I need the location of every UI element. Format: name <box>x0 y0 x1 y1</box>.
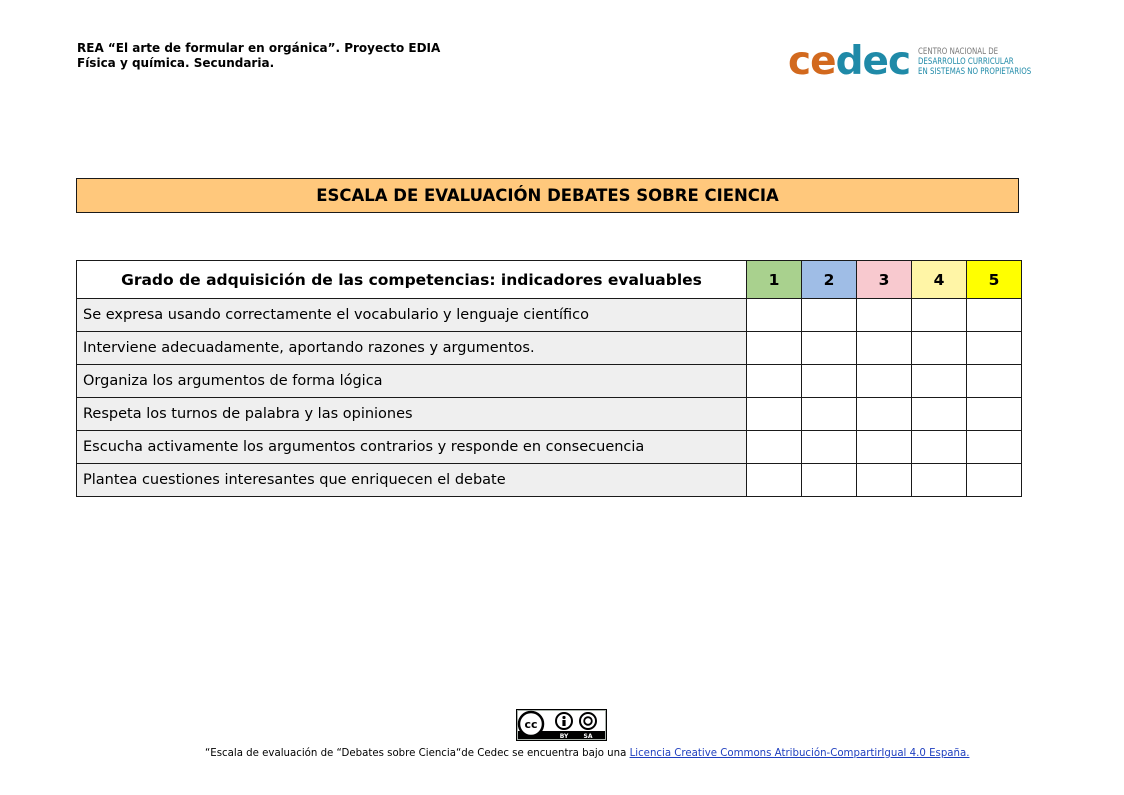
cedec-logo-subtitle: CENTRO NACIONAL DE DESARROLLO CURRICULAR EN SISTEMAS NO PROPIETARIOS <box>918 47 1032 77</box>
scale-header-4: 4 <box>912 261 967 299</box>
svg-text:cc: cc <box>524 718 538 731</box>
scale-header-3: 3 <box>857 261 912 299</box>
scale-header-2: 2 <box>802 261 857 299</box>
score-cell-5[interactable] <box>967 398 1022 431</box>
table-row <box>77 464 1022 497</box>
cc-by-sa-badge-icon[interactable] <box>516 709 607 741</box>
score-cell-4[interactable] <box>912 431 967 464</box>
indicator-text: Plantea cuestiones interesantes que enriquecen el debate <box>77 464 747 497</box>
table-row <box>77 365 1022 398</box>
score-cell-2[interactable] <box>802 431 857 464</box>
scale-header-1: 1 <box>747 261 802 299</box>
by-label: BY <box>559 733 569 740</box>
score-cell-5[interactable] <box>967 332 1022 365</box>
score-cell-2[interactable] <box>802 299 857 332</box>
table-header-row <box>77 261 1022 299</box>
score-cell-4[interactable] <box>912 299 967 332</box>
page-title: ESCALA DE EVALUACIÓN DEBATES SOBRE CIENCIA <box>76 178 1019 213</box>
cedec-logo-word: cedec <box>788 39 911 84</box>
score-cell-1[interactable] <box>747 332 802 365</box>
score-cell-1[interactable] <box>747 464 802 497</box>
table-row <box>77 398 1022 431</box>
score-cell-1[interactable] <box>747 299 802 332</box>
score-cell-3[interactable] <box>857 332 912 365</box>
evaluation-table <box>76 260 1022 497</box>
score-cell-3[interactable] <box>857 365 912 398</box>
score-cell-5[interactable] <box>967 299 1022 332</box>
score-cell-3[interactable] <box>857 431 912 464</box>
score-cell-4[interactable] <box>912 332 967 365</box>
header-line-project: REA “El arte de formular en orgánica”. Proyecto EDIA <box>77 41 441 55</box>
indicator-text: Organiza los argumentos de forma lógica <box>77 365 747 398</box>
license-footer <box>205 748 969 759</box>
document-header <box>77 41 440 71</box>
score-cell-5[interactable] <box>967 365 1022 398</box>
table-row <box>77 299 1022 332</box>
table-row <box>77 431 1022 464</box>
score-cell-2[interactable] <box>802 398 857 431</box>
score-cell-5[interactable] <box>967 464 1022 497</box>
table-row <box>77 332 1022 365</box>
score-cell-3[interactable] <box>857 299 912 332</box>
score-cell-4[interactable] <box>912 464 967 497</box>
indicators-header: Grado de adquisición de las competencias: indicadores evaluables <box>77 261 747 299</box>
score-cell-1[interactable] <box>747 365 802 398</box>
indicator-text: Interviene adecuadamente, aportando razones y argumentos. <box>77 332 747 365</box>
score-cell-4[interactable] <box>912 365 967 398</box>
score-cell-1[interactable] <box>747 431 802 464</box>
scale-header-5: 5 <box>967 261 1022 299</box>
indicator-text: Respeta los turnos de palabra y las opiniones <box>77 398 747 431</box>
license-link[interactable]: Licencia Creative Commons Atribución-CompartirIgual 4.0 España. <box>629 748 970 759</box>
share-alike-icon <box>580 713 596 729</box>
score-cell-2[interactable] <box>802 464 857 497</box>
score-cell-2[interactable] <box>802 365 857 398</box>
indicator-text: Escucha activamente los argumentos contrarios y responde en consecuencia <box>77 431 747 464</box>
score-cell-4[interactable] <box>912 398 967 431</box>
sa-label: SA <box>583 733 593 740</box>
score-cell-2[interactable] <box>802 332 857 365</box>
score-cell-5[interactable] <box>967 431 1022 464</box>
cedec-logo <box>788 39 1041 84</box>
indicator-text: Se expresa usando correctamente el vocabulario y lenguaje científico <box>77 299 747 332</box>
header-line-subject: Física y química. Secundaria. <box>77 56 275 70</box>
score-cell-1[interactable] <box>747 398 802 431</box>
score-cell-3[interactable] <box>857 398 912 431</box>
score-cell-3[interactable] <box>857 464 912 497</box>
license-text: “Escala de evaluación de “Debates sobre Ciencia“de Cedec se encuentra bajo una <box>205 748 630 759</box>
